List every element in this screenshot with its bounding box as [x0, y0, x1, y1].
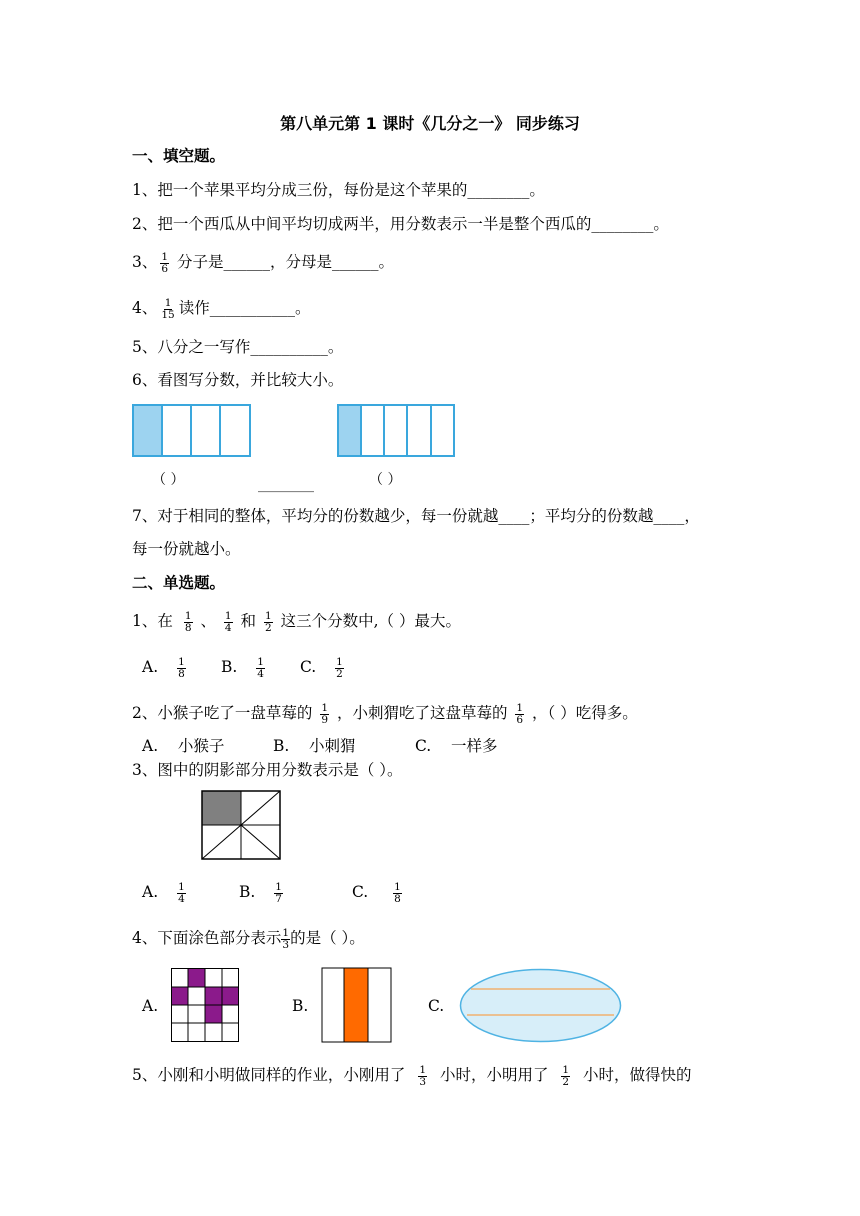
- fraction: $\frac{1}{2}$: [264, 609, 272, 634]
- mc-question-4: 4、下面涂色部分表示 $\frac{1}{3}$ 的是（ ）。: [132, 926, 365, 951]
- mc2-option-b[interactable]: B. 小刺猬: [273, 737, 356, 755]
- mc4-option-c-label[interactable]: C.: [428, 997, 445, 1015]
- section-single-choice: 二、单选题。: [132, 574, 226, 592]
- mc-question-2: 2、小猴子吃了一盘草莓的 $\frac{1}{9}$ ，小刺猬吃了这盘草莓的 $\frac{1}{6}$ ，（ ）吃得多。: [132, 701, 638, 726]
- question-7-line2: 每一份就越小。: [132, 540, 241, 558]
- fraction: $\frac{1}{3}$: [419, 1063, 426, 1088]
- fraction: $\frac{1}{4}$: [257, 655, 264, 680]
- fraction: $\frac{1}{2}$: [562, 1063, 570, 1088]
- figure-quarter-bar: [132, 404, 252, 458]
- fraction: $\frac{1}{6}$: [516, 701, 524, 726]
- question-3: 3、 $\frac{1}{6}$ 分子是______，分母是______。: [132, 250, 394, 275]
- question-1: 1、把一个苹果平均分成三份，每份是这个苹果的________。: [132, 181, 545, 199]
- fraction: $\frac{1}{8}$: [178, 655, 185, 680]
- mc1-option-c[interactable]: C. $\frac{1}{2}$: [300, 655, 343, 680]
- mc-question-1: 1、在 $\frac{1}{8}$ 、 $\frac{1}{4}$ 和 $\frac{1}{2}$ 这三个分数中,（ ）最大。: [132, 609, 461, 634]
- fraction: $\frac{1}{15}$: [161, 296, 175, 321]
- figure-orange-strip: [321, 967, 393, 1044]
- fraction: $\frac{1}{7}$: [275, 880, 282, 905]
- question-5: 5、八分之一写作__________。: [132, 338, 344, 356]
- fraction: $\frac{1}{8}$: [394, 880, 401, 905]
- mc3-option-a[interactable]: A. $\frac{1}{4}$: [142, 880, 185, 905]
- figure-ellipse: [459, 968, 623, 1044]
- fraction: $\frac{1}{3}$: [282, 926, 290, 951]
- mc4-option-a-label[interactable]: A.: [142, 997, 159, 1015]
- question-7-line1: 7、对于相同的整体，平均分的份数越少，每一份就越____；平均分的份数越____，: [132, 507, 700, 525]
- section-fill-blank: 一、填空题。: [132, 147, 226, 165]
- mc2-option-c[interactable]: C. 一样多: [415, 737, 498, 755]
- fraction: $\frac{1}{4}$: [224, 609, 232, 634]
- fraction: $\frac{1}{2}$: [336, 655, 343, 680]
- mc-question-3: 3、图中的阴影部分用分数表示是（ ）。: [132, 761, 403, 779]
- fraction: $\frac{1}{4}$: [178, 880, 185, 905]
- compare-blank: ________: [258, 477, 314, 493]
- mc-question-5: 5、小刚和小明做同样的作业，小刚用了 $\frac{1}{3}$ 小时，小明用了 $\frac{1}{2}$ 小时，做得快的: [132, 1063, 692, 1088]
- figure-grid-purple: [171, 968, 240, 1043]
- figure-shaded-square: [201, 790, 282, 861]
- page-title: 第八单元第 1 课时《几分之一》 同步练习: [280, 114, 580, 133]
- mc2-option-a[interactable]: A. 小猴子: [142, 737, 225, 755]
- question-2: 2、把一个西瓜从中间平均切成两半，用分数表示一半是整个西瓜的________。: [132, 215, 669, 233]
- question-6: 6、看图写分数，并比较大小。: [132, 371, 344, 389]
- fraction: $\frac{1}{8}$: [184, 609, 192, 634]
- figure-fifth-bar: [337, 404, 457, 458]
- fraction: $\frac{1}{6}$: [161, 250, 169, 275]
- mc3-option-b[interactable]: B. $\frac{1}{7}$: [239, 880, 282, 905]
- answer-paren-right: （ ）: [369, 472, 402, 488]
- question-4: 4、 $\frac{1}{15}$ 读作___________。: [132, 296, 311, 321]
- mc4-option-b-label[interactable]: B.: [292, 997, 309, 1015]
- mc3-option-c[interactable]: C. $\frac{1}{8}$: [352, 880, 401, 905]
- fraction: $\frac{1}{9}$: [321, 701, 328, 726]
- answer-paren-left: （ ）: [152, 472, 185, 488]
- mc1-option-a[interactable]: A. $\frac{1}{8}$: [142, 655, 185, 680]
- mc1-option-b[interactable]: B. $\frac{1}{4}$: [221, 655, 264, 680]
